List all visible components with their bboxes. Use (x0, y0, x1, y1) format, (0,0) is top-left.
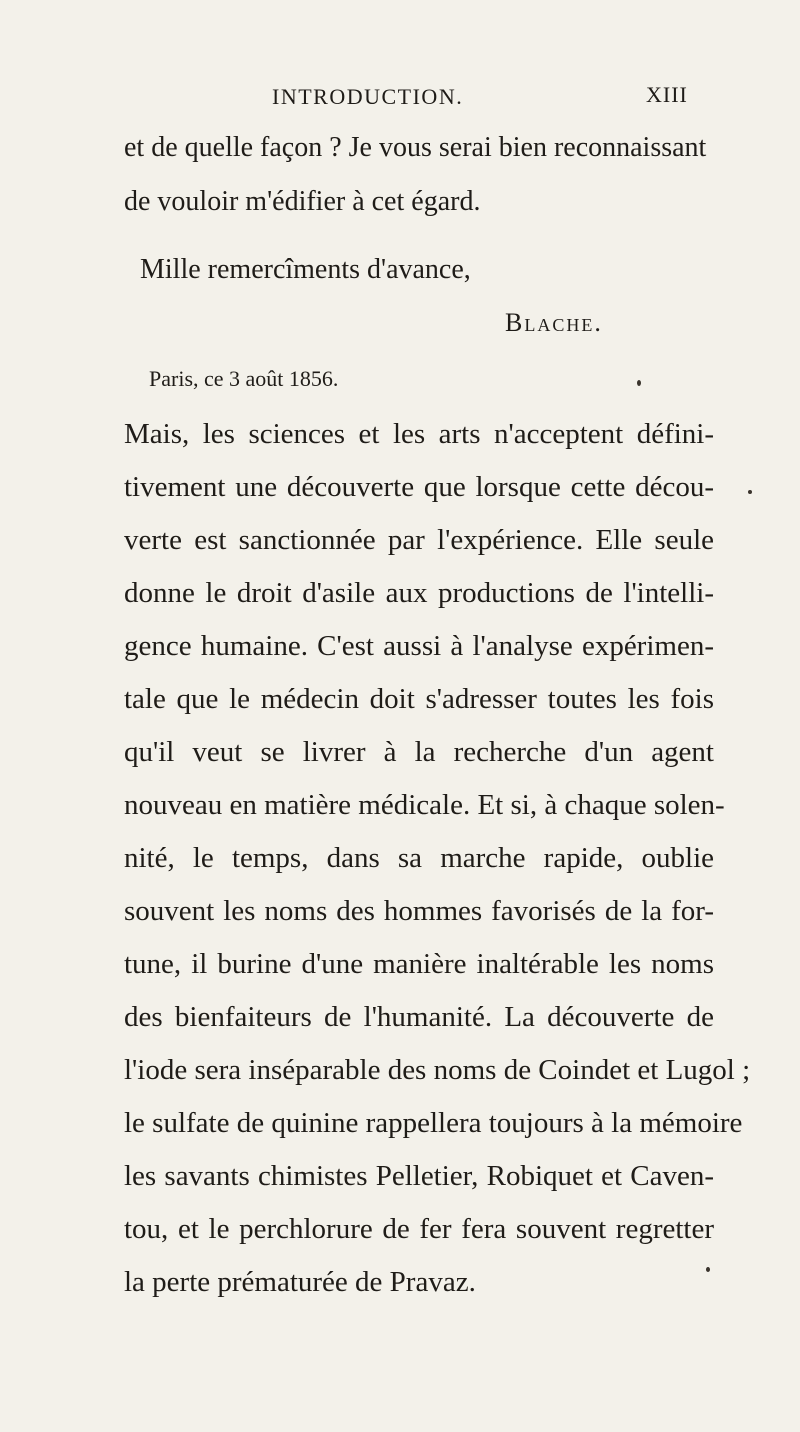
page-header (0, 84, 800, 116)
body-line: gence humaine. C'est aussi à l'analyse expérimen- (124, 630, 714, 662)
body-line: des bienfaiteurs de l'humanité. La découverte de (124, 1001, 714, 1033)
body-line: les savants chimistes Pelletier, Robiquet et Caven- (124, 1160, 714, 1192)
body-line: verte est sanctionnée par l'expérience. Elle seule (124, 524, 714, 556)
body-line: nouveau en matière médicale. Et si, à chaque solen- (124, 789, 725, 821)
letter-line: et de quelle façon ? Je vous serai bien reconnaissant (124, 132, 707, 163)
body-line: tivement une découverte que lorsque cette décou- (124, 471, 714, 503)
body-line: qu'il veut se livrer à la recherche d'un agent (124, 736, 714, 768)
letter-line: de vouloir m'édifier à cet égard. (124, 186, 481, 217)
body-line: tune, il burine d'une manière inaltérable les noms (124, 948, 714, 980)
body-line: l'iode sera inséparable des noms de Coindet et Lugol ; (124, 1054, 751, 1086)
body-line: tou, et le perchlorure de fer fera souvent regretter (124, 1213, 714, 1245)
body-line: souvent les noms des hommes favorisés de la for- (124, 895, 714, 927)
body-line: nité, le temps, dans sa marche rapide, oublie (124, 842, 714, 874)
page-number: XIII (646, 82, 688, 107)
ink-speck (637, 380, 641, 386)
letter-signature: Blache. (505, 308, 603, 337)
body-line: donne le droit d'asile aux productions de l'intelli- (124, 577, 714, 609)
body-line: la perte prématurée de Pravaz. (124, 1266, 476, 1298)
running-head: INTRODUCTION. (272, 84, 464, 109)
body-line: tale que le médecin doit s'adresser toutes les fois (124, 683, 714, 715)
body-line: le sulfate de quinine rappellera toujours à la mémoire (124, 1107, 743, 1139)
letter-closing: Mille remercîments d'avance, (140, 254, 471, 285)
body-line: Mais, les sciences et les arts n'acceptent défini- (124, 418, 714, 450)
letter-dateline: Paris, ce 3 août 1856. (149, 366, 339, 391)
ink-speck (748, 490, 752, 494)
